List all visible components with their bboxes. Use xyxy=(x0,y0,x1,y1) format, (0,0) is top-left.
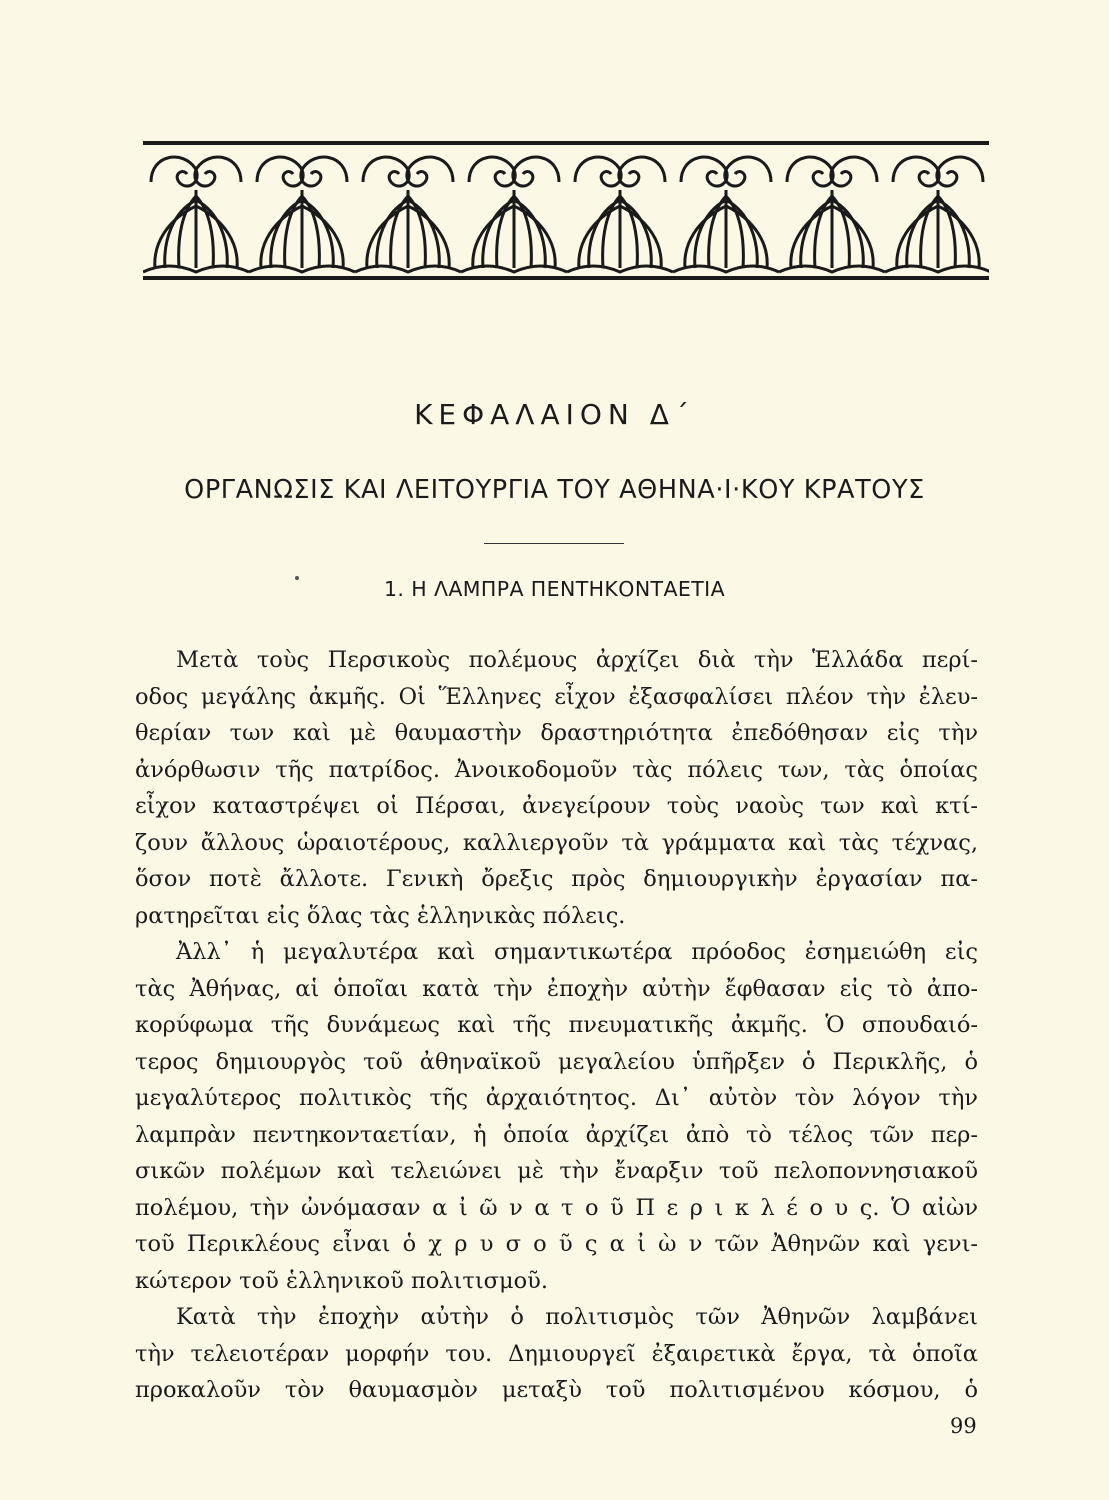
text-line: ἀνόρθωσιν τῆς πατρίδος. Ἀνοικοδομοῦν τὰς πόλεις των, τὰς ὁποίας xyxy=(135,756,978,783)
text-line: εἶχον καταστρέψει οἱ Πέρσαι, ἀνεγείρουν τοὺς ναοὺς των καὶ κτί- xyxy=(135,793,978,819)
text-line: σικῶν πολέμων καὶ τελειώνει μὲ τὴν ἔναρξιν τοῦ πελοποννησιακοῦ xyxy=(135,1158,978,1184)
text-line: Κατὰ τὴν ἐποχὴν αὐτὴν ὁ πολιτισμὸς τῶν Ἀθηνῶν λαμβάνει xyxy=(176,1304,978,1330)
text-line: οδος μεγάλης ἀκμῆς. Οἱ Ἕλληνες εἶχον ἐξασφαλίσει πλέον τὴν ἐλευ- xyxy=(135,683,978,710)
divider xyxy=(484,543,624,544)
text-line: τερος δημιουργὸς τοῦ ἀθηναϊκοῦ μεγαλείου ὑπῆρξεν ὁ Περικλῆς, ὁ xyxy=(135,1048,978,1075)
paragraph-1 xyxy=(135,642,978,934)
text-line: κορύφωμα τῆς δυνάμεως καὶ τῆς πνευματικῆς ἀκμῆς. Ὁ σπουδαιό- xyxy=(135,1012,978,1038)
body-text xyxy=(135,642,978,1409)
chapter-number: ΚΕΦΑΛΑΙΟΝ Δ΄ xyxy=(414,398,695,431)
text-line: θερίαν των καὶ μὲ θαυμαστὴν δραστηριότητα ἐπεδόθησαν εἰς τὴν xyxy=(135,720,978,746)
text-line: Ἀλλ᾽ ἡ μεγαλυτέρα καὶ σημαντικωτέρα πρόοδος ἐσημειώθη εἰς xyxy=(176,939,978,965)
text-line: προκαλοῦν τὸν θαυμασμὸν μεταξὺ τοῦ πολιτισμένου κόσμου, ὁ xyxy=(135,1377,978,1403)
paragraph-2 xyxy=(135,934,978,1299)
section-heading: 1. Η ΛΑΜΠΡΑ ΠΕΝΤΗΚΟΝΤΑΕΤΙΑ xyxy=(383,577,726,601)
paragraph-3 xyxy=(135,1299,978,1409)
text-line: πολέμου, τὴν ὠνόμασαν α ἰ ῶ ν α τ ο ῦ Π ε ρ ι κ λ έ ο υ ς. Ὁ αἰὼν xyxy=(135,1194,978,1221)
text-line: ὅσον ποτὲ ἄλλοτε. Γενικὴ ὄρεξις πρὸς δημιουργικὴν ἐργασίαν πα- xyxy=(135,866,978,892)
decorative-frieze xyxy=(143,140,989,285)
chapter-title: ΟΡΓΑΝΩΣΙΣ ΚΑΙ ΛΕΙΤΟΥΡΓΙΑ ΤΟΥ ΑΘΗΝΑ·Ι·ΚΟΥ ΚΡΑΤΟΥΣ xyxy=(184,475,925,505)
text-line: τὴν τελειοτέραν μορφήν του. Δημιουργεῖ ἐξαιρετικὰ ἔργα, τὰ ὁποῖα xyxy=(135,1340,978,1367)
text-line: κώτερον τοῦ ἑλληνικοῦ πολιτισμοῦ. xyxy=(135,1267,548,1294)
text-line: ζουν ἄλλους ὡραιοτέρους, καλλιεργοῦν τὰ γράμματα καὶ τὰς τέχνας, xyxy=(135,829,978,856)
page-number: 99 xyxy=(950,1414,977,1438)
text-line: ρατηρεῖται εἰς ὅλας τὰς ἑλληνικὰς πόλεις. xyxy=(135,902,626,929)
text-line: μεγαλύτερος πολιτικὸς τῆς ἀρχαιότητος. Δι᾽ αὐτὸν τὸν λόγον τὴν xyxy=(135,1085,978,1111)
text-line: λαμπρὰν πεντηκονταετίαν, ἡ ὁποία ἀρχίζει ἀπὸ τὸ τέλος τῶν περ- xyxy=(135,1121,978,1148)
text-line: τὰς Ἀθήνας, αἱ ὁποῖαι κατὰ τὴν ἐποχὴν αὐτὴν ἔφθασαν εἰς τὸ ἀπο- xyxy=(135,975,978,1002)
text-line: Μετὰ τοὺς Περσικοὺς πολέμους ἀρχίζει διὰ τὴν Ἑλλάδα περί- xyxy=(176,647,978,673)
text-line: τοῦ Περικλέους εἶναι ὁ χ ρ υ σ ο ῦ ς α ἰ ὼ ν τῶν Ἀθηνῶν καὶ γενι- xyxy=(135,1231,978,1257)
